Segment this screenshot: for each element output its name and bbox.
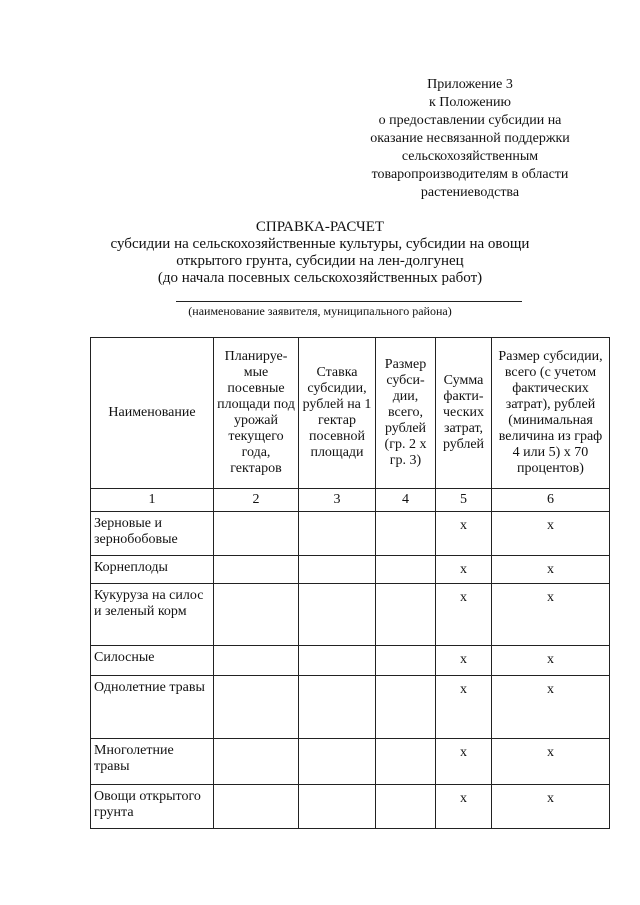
- cell-planned-area: [214, 584, 299, 646]
- cell-subsidy-adjusted: х: [492, 739, 610, 785]
- cell-subsidy-adjusted: х: [492, 676, 610, 739]
- subtitle-line: открытого грунта, субсидии на лен-долгунец: [176, 253, 464, 269]
- header-name: Наименование: [91, 338, 214, 489]
- cell-planned-area: [214, 556, 299, 584]
- row-name: Силосные: [91, 646, 214, 676]
- cell-subsidy-rate: [299, 556, 376, 584]
- appendix-line: Приложение 3: [427, 77, 513, 92]
- header-actual-costs: Сумма факти-ческих затрат, рублей: [436, 338, 492, 489]
- cell-subsidy-rate: [299, 646, 376, 676]
- applicant-caption: (наименование заявителя, муниципального района): [188, 304, 452, 318]
- subtitle-line: (до начала посевных сельскохозяйственных работ): [157, 270, 483, 286]
- table-row: [91, 646, 610, 676]
- header-subsidy-adjusted: Размер субсидии, всего (с учетом фактических затрат), рублей (минимальная величина из граф 4 или 5) х 70 процентов): [492, 338, 610, 489]
- cell-actual-costs: х: [436, 739, 492, 785]
- cell-subsidy-rate: [299, 512, 376, 556]
- subtitle-line: субсидии на сельскохозяйственные культуры, субсидии на овощи: [110, 236, 530, 252]
- cell-actual-costs: х: [436, 785, 492, 829]
- cell-subsidy-rate: [299, 785, 376, 829]
- cell-actual-costs: х: [436, 646, 492, 676]
- table-row: [91, 739, 610, 785]
- column-number: 2: [214, 489, 299, 512]
- cell-subsidy-adjusted: х: [492, 785, 610, 829]
- appendix-line: о предоставлении субсидии на: [378, 113, 562, 128]
- column-number: 6: [492, 489, 610, 512]
- cell-subsidy-total: [376, 676, 436, 739]
- row-name: Корнеплоды: [91, 556, 214, 584]
- cell-planned-area: [214, 646, 299, 676]
- table-row: [91, 676, 610, 739]
- column-number: 1: [91, 489, 214, 512]
- header-row: [91, 338, 610, 489]
- row-name: Зерновые и зернобобовые: [91, 512, 214, 556]
- cell-actual-costs: х: [436, 584, 492, 646]
- cell-planned-area: [214, 739, 299, 785]
- row-name: Однолетние травы: [91, 676, 214, 739]
- header-subsidy-rate: Ставка субсидии, рублей на 1 гектар посевной площади: [299, 338, 376, 489]
- cell-actual-costs: х: [436, 512, 492, 556]
- cell-subsidy-total: [376, 785, 436, 829]
- cell-subsidy-adjusted: х: [492, 512, 610, 556]
- table-row: [91, 584, 610, 646]
- appendix-line: растениеводства: [420, 185, 520, 200]
- cell-subsidy-total: [376, 512, 436, 556]
- table-row: [91, 556, 610, 584]
- column-number-row: [91, 489, 610, 512]
- appendix-line: товаропроизводителям в области: [371, 167, 569, 182]
- appendix-reference: [340, 76, 600, 202]
- cell-subsidy-total: [376, 584, 436, 646]
- cell-planned-area: [214, 512, 299, 556]
- row-name: Многолетние травы: [91, 739, 214, 785]
- cell-planned-area: [214, 785, 299, 829]
- header-subsidy-total: Размер субси-дии, всего, рублей (гр. 2 х гр. 3): [376, 338, 436, 489]
- cell-subsidy-adjusted: х: [492, 556, 610, 584]
- subsidy-calculation-table: [90, 337, 610, 829]
- appendix-line: оказание несвязанной поддержки: [370, 131, 570, 146]
- document-title: СПРАВКА-РАСЧЕТ: [255, 219, 385, 235]
- cell-actual-costs: х: [436, 676, 492, 739]
- cell-subsidy-adjusted: х: [492, 584, 610, 646]
- cell-subsidy-total: [376, 739, 436, 785]
- document-subtitle: [80, 236, 560, 287]
- appendix-line: к Положению: [428, 95, 511, 110]
- cell-subsidy-rate: [299, 739, 376, 785]
- row-name: Овощи открытого грунта: [91, 785, 214, 829]
- cell-subsidy-adjusted: х: [492, 646, 610, 676]
- column-number: 5: [436, 489, 492, 512]
- column-number: 4: [376, 489, 436, 512]
- applicant-name-line: [176, 301, 522, 302]
- row-name: Кукуруза на силос и зеленый корм: [91, 584, 214, 646]
- cell-subsidy-total: [376, 556, 436, 584]
- cell-subsidy-rate: [299, 676, 376, 739]
- header-planned-area: Планируе-мые посевные площади под урожай текущего года, гектаров: [214, 338, 299, 489]
- cell-subsidy-total: [376, 646, 436, 676]
- cell-planned-area: [214, 676, 299, 739]
- table-row: [91, 512, 610, 556]
- column-number: 3: [299, 489, 376, 512]
- appendix-line: сельскохозяйственным: [401, 149, 539, 164]
- table-row: [91, 785, 610, 829]
- cell-subsidy-rate: [299, 584, 376, 646]
- cell-actual-costs: х: [436, 556, 492, 584]
